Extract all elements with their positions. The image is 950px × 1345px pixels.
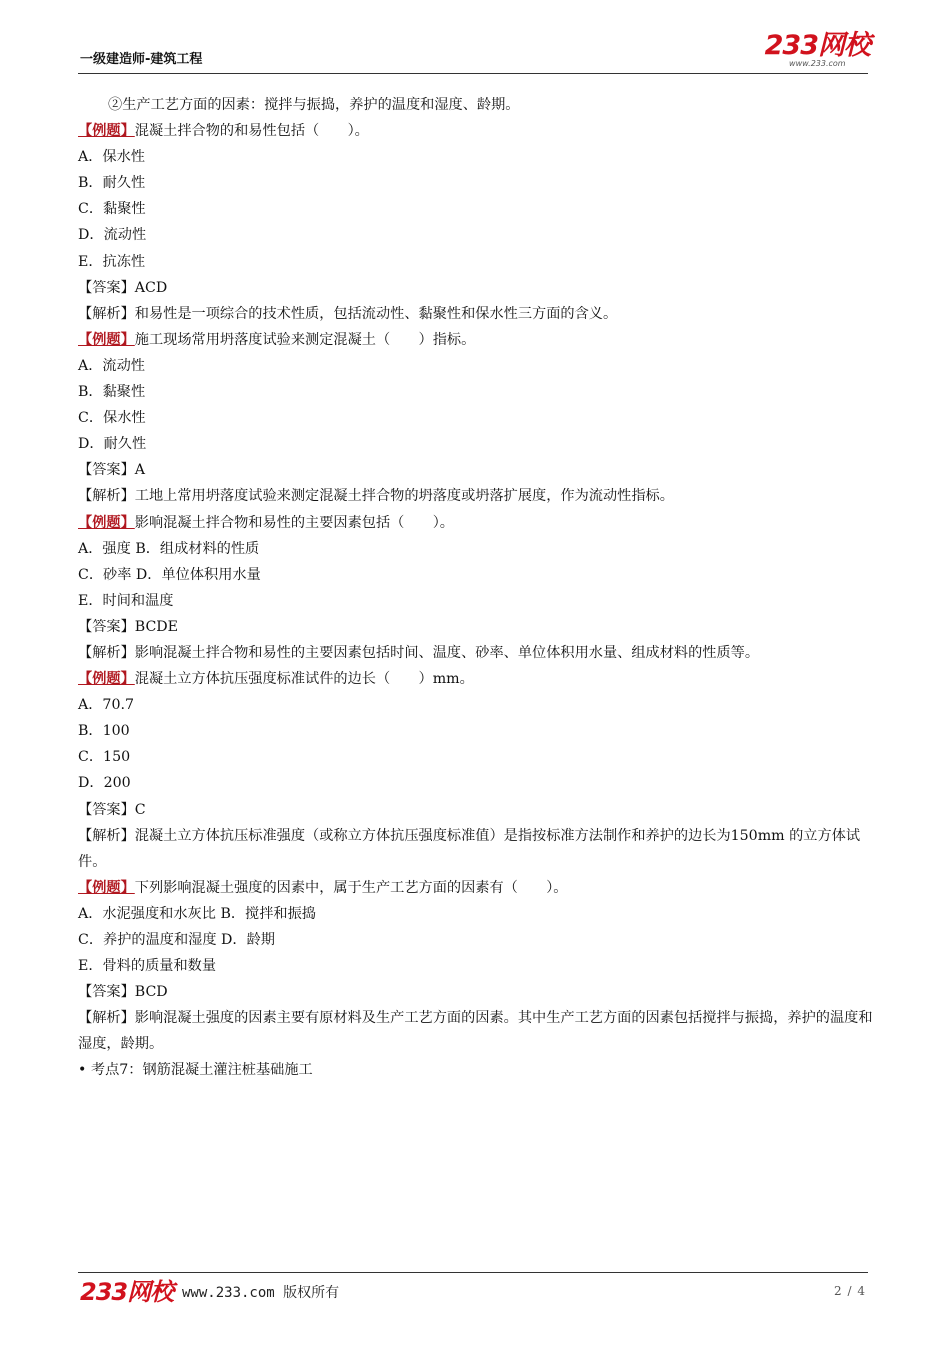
option: B．100: [78, 723, 130, 740]
answer-line: 【答案】A: [78, 462, 145, 479]
question-text: 混凝土拌合物的和易性包括（ ）。: [134, 123, 369, 140]
analysis-line: 【解析】混凝土立方体抗压标准强度（或称立方体抗压强度标准值）是指按标准方法制作和养护的边长为150mm 的立方体试件。: [78, 827, 861, 870]
question-block: [78, 666, 873, 875]
footer-logo: [80, 1280, 173, 1304]
question-text: 影响混凝土拌合物和易性的主要因素包括（ ）。: [134, 514, 454, 531]
analysis-line: 【解析】影响混凝土强度的因素主要有原材料及生产工艺方面的因素。其中生产工艺方面的因素包括搅拌与振捣，养护的温度和湿度，龄期。: [78, 1010, 873, 1053]
question-text: 混凝土立方体抗压强度标准试件的边长（ ）mm。: [134, 671, 474, 688]
option: A．强度 B．组成材料的性质: [78, 540, 260, 557]
option: B．耐久性: [78, 175, 146, 192]
option: D．流动性: [78, 227, 147, 244]
option: A．流动性: [78, 357, 145, 374]
example-tag: 【例题】: [78, 671, 135, 688]
option: E．骨料的质量和数量: [78, 958, 217, 975]
topic-bullet: • 考点7：钢筋混凝土灌注桩基础施工: [78, 1062, 313, 1079]
option: E．时间和温度: [78, 592, 174, 609]
question-stem: [78, 327, 873, 353]
option: A．70.7: [78, 697, 135, 714]
answer-line: 【答案】C: [78, 801, 146, 818]
question-block: [78, 118, 873, 327]
option: C．保水性: [78, 410, 146, 427]
question-stem: [78, 510, 873, 536]
option: E．抗冻性: [78, 253, 146, 270]
option: C．砂率 D．单位体积用水量: [78, 566, 261, 583]
answer-line: 【答案】BCD: [78, 984, 168, 1001]
footer-divider: [78, 1272, 868, 1273]
question-text: 施工现场常用坍落度试验来测定混凝土（ ）指标。: [134, 331, 476, 348]
option: B．黏聚性: [78, 384, 146, 401]
header-divider: [78, 73, 868, 74]
brand-logo-text: 233网校: [764, 30, 870, 61]
example-tag: 【例题】: [78, 514, 135, 531]
option: C．养护的温度和湿度 D．龄期: [78, 932, 275, 948]
footer-logo-text: 233网校: [80, 1278, 174, 1306]
intro-line: ②生产工艺方面的因素：搅拌与振捣，养护的温度和湿度、龄期。: [108, 97, 520, 113]
example-tag: 【例题】: [78, 331, 135, 348]
option: A．保水性: [78, 149, 145, 166]
option: D．耐久性: [78, 436, 147, 453]
option: D．200: [78, 775, 131, 792]
example-tag: 【例题】: [78, 123, 135, 140]
answer-line: 【答案】BCDE: [78, 618, 179, 635]
analysis-line: 【解析】和易性是一项综合的技术性质，包括流动性、黏聚性和保水性三方面的含义。: [78, 305, 618, 322]
question-stem: [78, 118, 873, 144]
analysis-line: 【解析】影响混凝土拌合物和易性的主要因素包括时间、温度、砂率、单位体积用水量、组成材料的性质等。: [78, 644, 760, 661]
analysis-line: 【解析】工地上常用坍落度试验来测定混凝土拌合物的坍落度或坍落扩展度，作为流动性指标。: [78, 488, 674, 505]
footer-copyright: www.233.com 版权所有: [182, 1285, 340, 1301]
header-title: 一级建造师-建筑工程: [80, 52, 203, 67]
question-stem: [78, 666, 873, 692]
question-block: [78, 510, 873, 667]
option: A．水泥强度和水灰比 B．搅拌和振捣: [78, 905, 316, 922]
document-body: [78, 92, 873, 1084]
option: C．黏聚性: [78, 201, 146, 218]
answer-line: 【答案】ACD: [78, 279, 168, 296]
question-block: [78, 875, 873, 1058]
brand-logo: [765, 32, 870, 68]
example-tag: 【例题】: [78, 879, 135, 896]
page-number: 2 / 4: [834, 1284, 866, 1298]
question-text: 下列影响混凝土强度的因素中，属于生产工艺方面的因素有（ ）。: [134, 879, 568, 896]
option: C．150: [78, 749, 131, 766]
brand-logo-url: www.233.com: [789, 59, 846, 68]
question-block: [78, 327, 873, 510]
question-stem: [78, 875, 873, 901]
